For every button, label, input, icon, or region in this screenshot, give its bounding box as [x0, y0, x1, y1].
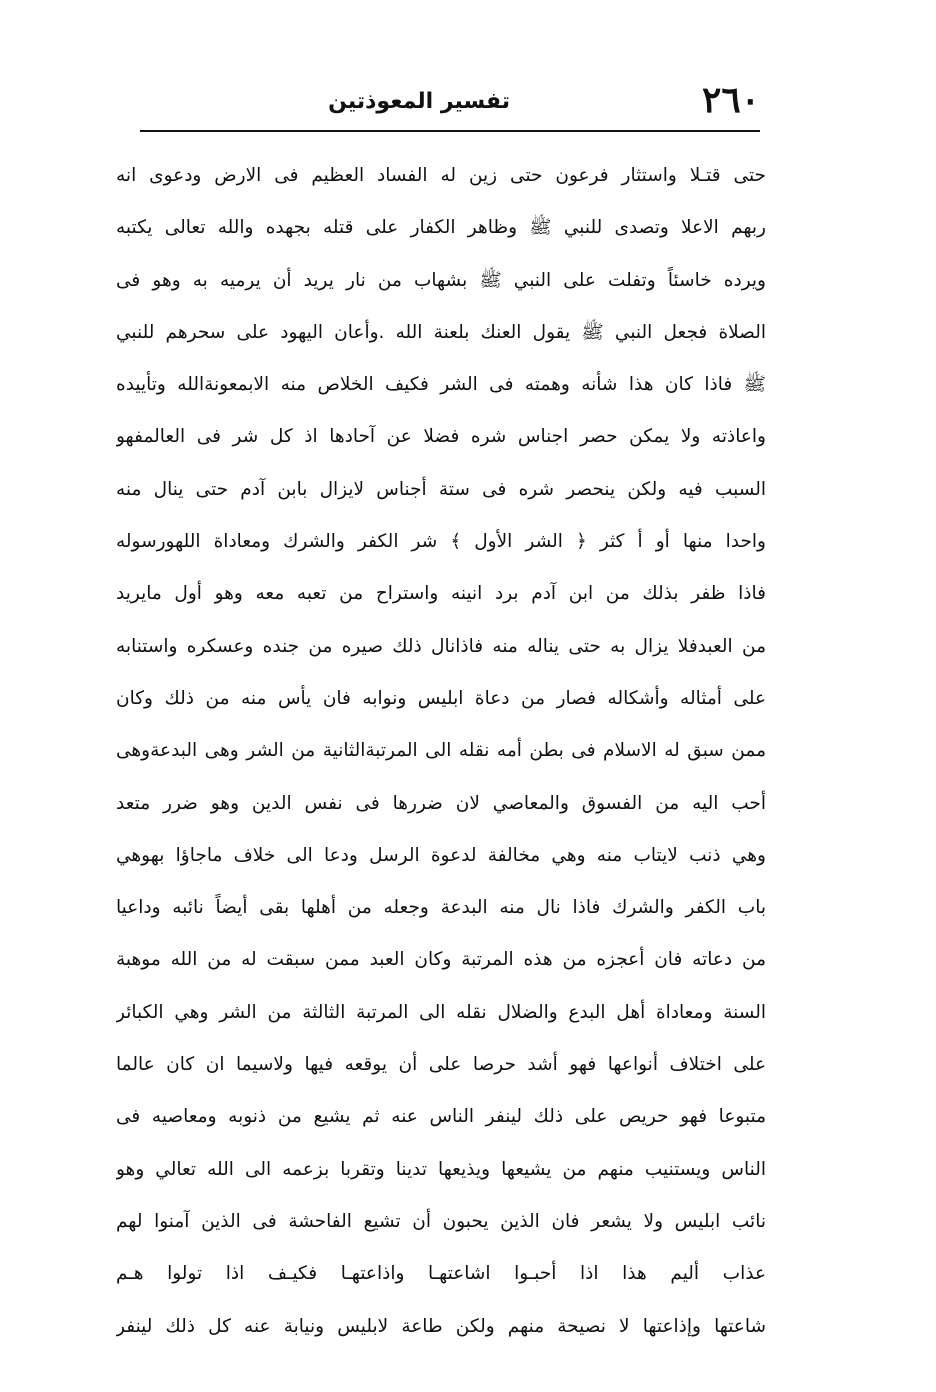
text-line: حتى قتـلا واستثار فرعون حتى زين له الفساد العظيم فى الارض ودعوى انه — [116, 165, 766, 186]
text-line: واعاذته ولا يمكن حصر اجناس شره فضلا عن آحادها اذ كل شر فى العالمفهو — [116, 426, 766, 448]
text-line: من العبدفلا يزال به حتى يناله منه فاذانال ذلك صيره من جنده وعسكره واستنابه — [116, 635, 766, 657]
text-line: واحدا منها أو أ كثر ﴿ الشر الأول ﴾ شر الكفر والشرك ومعاداة اللهورسوله — [116, 531, 766, 553]
text-line: ﷺ فاذا كان هذا شأنه وهمته فى الشر فكيف الخلاص منه الابمعونةالله وتأييده — [116, 374, 766, 396]
header-rule — [140, 130, 760, 132]
text-line: السنة ومعاداة أهل البدع والضلال نقله الى المرتبة الثالثة من الشر وهي الكبائر — [116, 1001, 766, 1023]
text-line: متبوعا فهو حريص على ذلك لينفر الناس عنه ثم يشيع من ذنوبه ومعاصيه فى — [116, 1106, 766, 1128]
body-text — [116, 150, 766, 1353]
text-line: السبب فيه ولكن ينحصر شره فى ستة أجناس لايزال بابن آدم حتى ينال منه — [116, 478, 766, 500]
text-line: عذاب أليم هذا اذا أحبـوا اشاعتهـا واذاعتهـا فكيـف اذا تولوا هـم — [116, 1263, 766, 1285]
page-number: ٢٦٠ — [701, 79, 760, 121]
text-line: ممن سبق له الاسلام فى بطن أمه نقله الى المرتبةالثانية من الشر وهى البدعةوهى — [116, 740, 766, 762]
text-line: من دعاته فان أعجزه من هذه المرتبة وكان العبد ممن سبقت له من الله موهبة — [116, 949, 766, 971]
text-line: ويرده خاسئاً وتفلت على النبي ﷺ بشهاب من نار يريد أن يرميه به وهو فى — [116, 269, 766, 291]
text-line: فاذا ظفر بذلك من ابن آدم برد انينه واستراح من تعبه معه وهو أول مايريد — [116, 583, 766, 605]
text-line: نائب ابليس ولا يشعر فان الذين يحبون أن تشيع الفاحشة فى الذين آمنوا لهم — [116, 1210, 766, 1232]
text-line: شاعتها وإذاعتها لا نصيحة منهم ولكن طاعة لابليس ونيابة عنه كل ذلك لينفر — [116, 1315, 766, 1337]
text-line: الناس ويستنيب منهم من يشيعها ويذيعها تدينا وتقربا بزعمه الى الله تعالي وهو — [116, 1158, 766, 1180]
text-line: أحب اليه من الفسوق والمعاصي لان ضررها فى نفس الدين وهو ضرر متعد — [116, 792, 766, 814]
text-line: وهي ذنب لايتاب منه وهي مخالفة لدعوة الرسل ودعا الى خلاف ماجاؤا بهوهي — [116, 844, 766, 866]
text-line: على اختلاف أنواعها فهو أشد حرصا على أن يوقعه فيها ولاسيما ان كان عالما — [116, 1054, 766, 1076]
text-line: الصلاة فجعل النبي ﷺ يقول العنك بلعنة الله .وأعان اليهود على سحرهم للنبي — [116, 321, 766, 343]
running-title: تفسير المعوذتين — [328, 89, 510, 114]
text-line: على أمثاله وأشكاله فصار من دعاة ابليس ونوابه فان يأس منه من ذلك وكان — [116, 687, 766, 709]
text-line: ربهم الاعلا وتصدى للنبي ﷺ وظاهر الكفار على قتله بجهده والله تعالى يكتبه — [116, 217, 766, 239]
running-head — [140, 78, 760, 128]
text-line: باب الكفر والشرك فاذا نال منه البدعة وجعله من أهلها بقى أيضاً نائبه وداعيا — [116, 897, 766, 919]
